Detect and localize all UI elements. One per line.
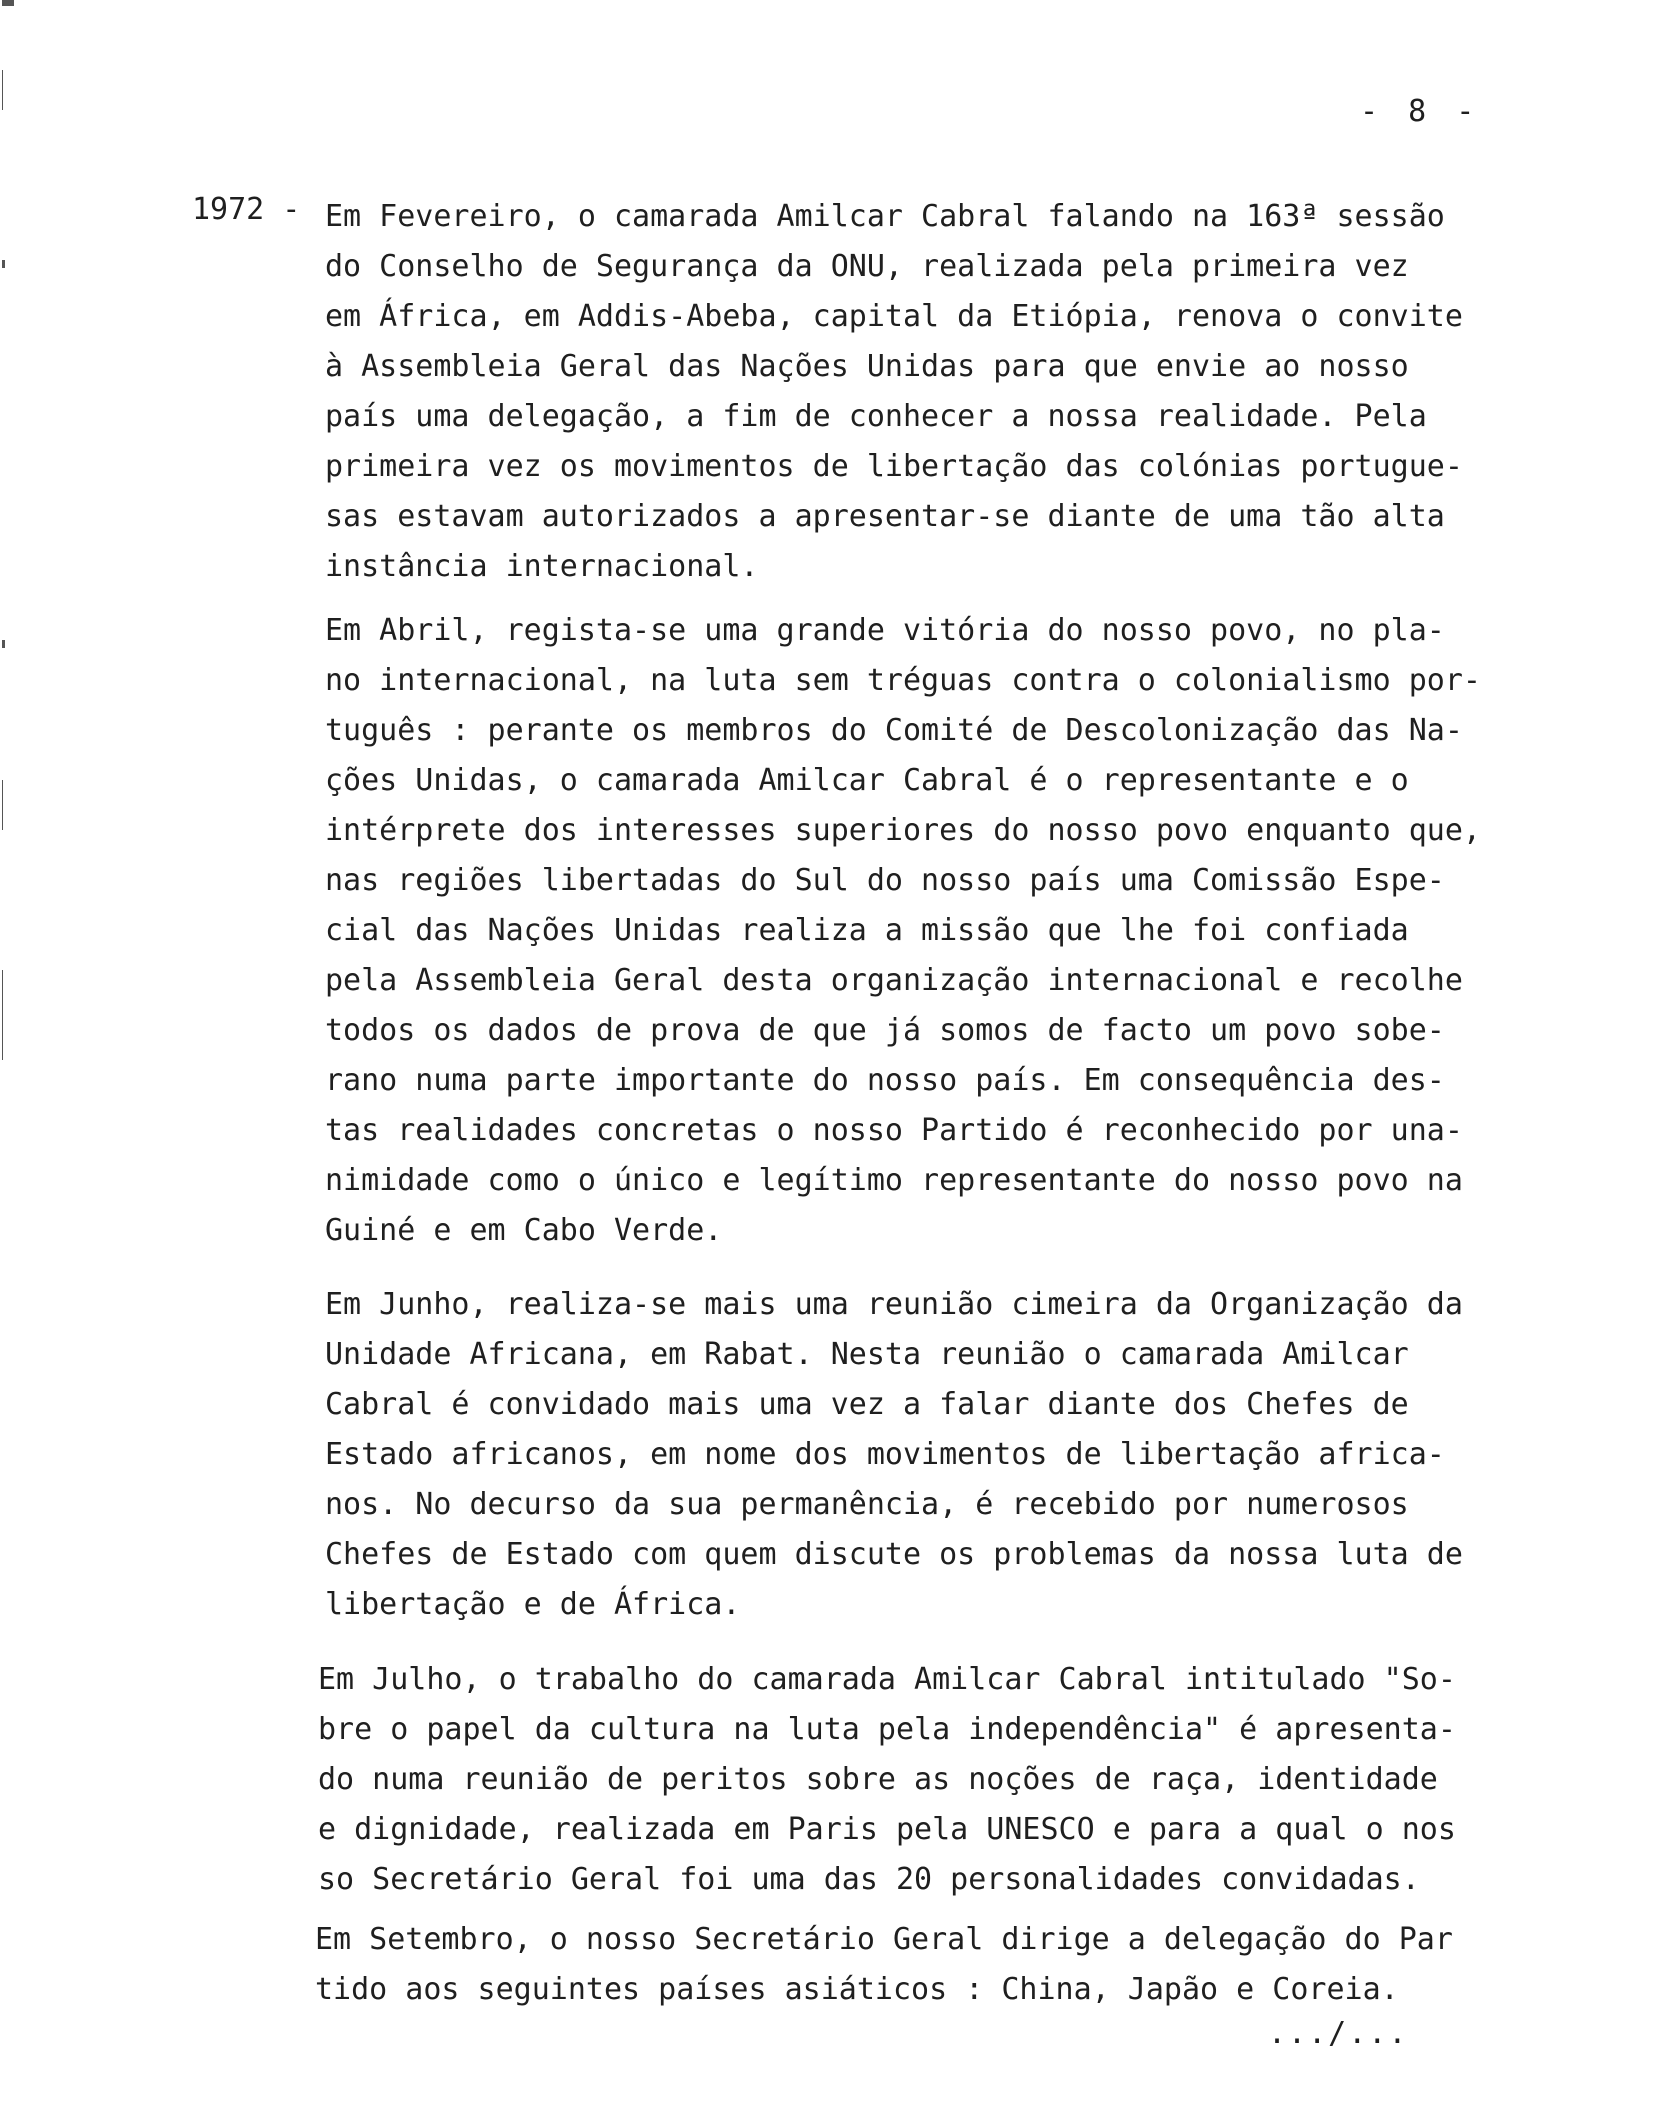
text-line: libertação e de África.	[325, 1587, 741, 1622]
text-line: nos. No decurso da sua permanência, é recebido por numerosos	[325, 1487, 1409, 1522]
text-line: tido aos seguintes países asiáticos : China, Japão e Coreia.	[315, 1972, 1399, 2007]
text-line: Cabral é convidado mais uma vez a falar diante dos Chefes de	[325, 1387, 1409, 1422]
paragraph-july	[318, 1655, 1558, 1905]
text-line: instância internacional.	[325, 549, 759, 584]
entry-year: 1972 -	[192, 192, 301, 227]
paragraph-september	[315, 1915, 1555, 2015]
text-line: ções Unidas, o camarada Amilcar Cabral é o representante e o	[325, 763, 1409, 798]
text-line: primeira vez os movimentos de libertação das colónias portugue-	[325, 449, 1463, 484]
text-line: do Conselho de Segurança da ONU, realizada pela primeira vez	[325, 249, 1409, 284]
scan-edge-marks	[0, 0, 14, 2112]
text-line: Em Abril, regista-se uma grande vitória do nosso povo, no pla-	[325, 613, 1445, 648]
text-line: cial das Nações Unidas realiza a missão que lhe foi confiada	[325, 913, 1409, 948]
text-line: intérprete dos interesses superiores do nosso povo enquanto que,	[325, 813, 1481, 848]
text-line: sas estavam autorizados a apresentar-se diante de uma tão alta	[325, 499, 1445, 534]
paragraph-april	[325, 606, 1565, 1256]
paragraph-june	[325, 1280, 1565, 1630]
text-line: Unidade Africana, em Rabat. Nesta reunião o camarada Amilcar	[325, 1337, 1409, 1372]
text-line: Em Junho, realiza-se mais uma reunião cimeira da Organização da	[325, 1287, 1463, 1322]
text-line: pela Assembleia Geral desta organização internacional e recolhe	[325, 963, 1463, 998]
text-line: tas realidades concretas o nosso Partido é reconhecido por una-	[325, 1113, 1463, 1148]
text-line: e dignidade, realizada em Paris pela UNESCO e para a qual o nos	[318, 1812, 1456, 1847]
text-line: so Secretário Geral foi uma das 20 personalidades convidadas.	[318, 1862, 1420, 1897]
text-line: país uma delegação, a fim de conhecer a nossa realidade. Pela	[325, 399, 1427, 434]
text-line: nimidade como o único e legítimo representante do nosso povo na	[325, 1163, 1463, 1198]
text-line: à Assembleia Geral das Nações Unidas para que envie ao nosso	[325, 349, 1409, 384]
text-line: Estado africanos, em nome dos movimentos de libertação africa-	[325, 1437, 1445, 1472]
text-line: no internacional, na luta sem tréguas contra o colonialismo por-	[325, 663, 1481, 698]
text-line: em África, em Addis-Abeba, capital da Etiópia, renova o convite	[325, 299, 1463, 334]
continuation-mark: .../...	[1268, 2016, 1409, 2051]
text-line: Em Setembro, o nosso Secretário Geral dirige a delegação do Par	[315, 1922, 1453, 1957]
text-line: bre o papel da cultura na luta pela independência" é apresenta-	[318, 1712, 1456, 1747]
text-line: todos os dados de prova de que já somos de facto um povo sobe-	[325, 1013, 1445, 1048]
text-line: Em Fevereiro, o camarada Amilcar Cabral falando na 163ª sessão	[325, 199, 1445, 234]
text-line: do numa reunião de peritos sobre as noções de raça, identidade	[318, 1762, 1438, 1797]
page-number: - 8 -	[1360, 94, 1481, 129]
text-line: nas regiões libertadas do Sul do nosso país uma Comissão Espe-	[325, 863, 1445, 898]
text-line: tuguês : perante os membros do Comité de Descolonização das Na-	[325, 713, 1463, 748]
text-line: rano numa parte importante do nosso país. Em consequência des-	[325, 1063, 1445, 1098]
text-line: Chefes de Estado com quem discute os problemas da nossa luta de	[325, 1537, 1463, 1572]
paragraph-february	[325, 192, 1565, 592]
text-line: Em Julho, o trabalho do camarada Amilcar Cabral intitulado "So-	[318, 1662, 1456, 1697]
text-line: Guiné e em Cabo Verde.	[325, 1213, 723, 1248]
